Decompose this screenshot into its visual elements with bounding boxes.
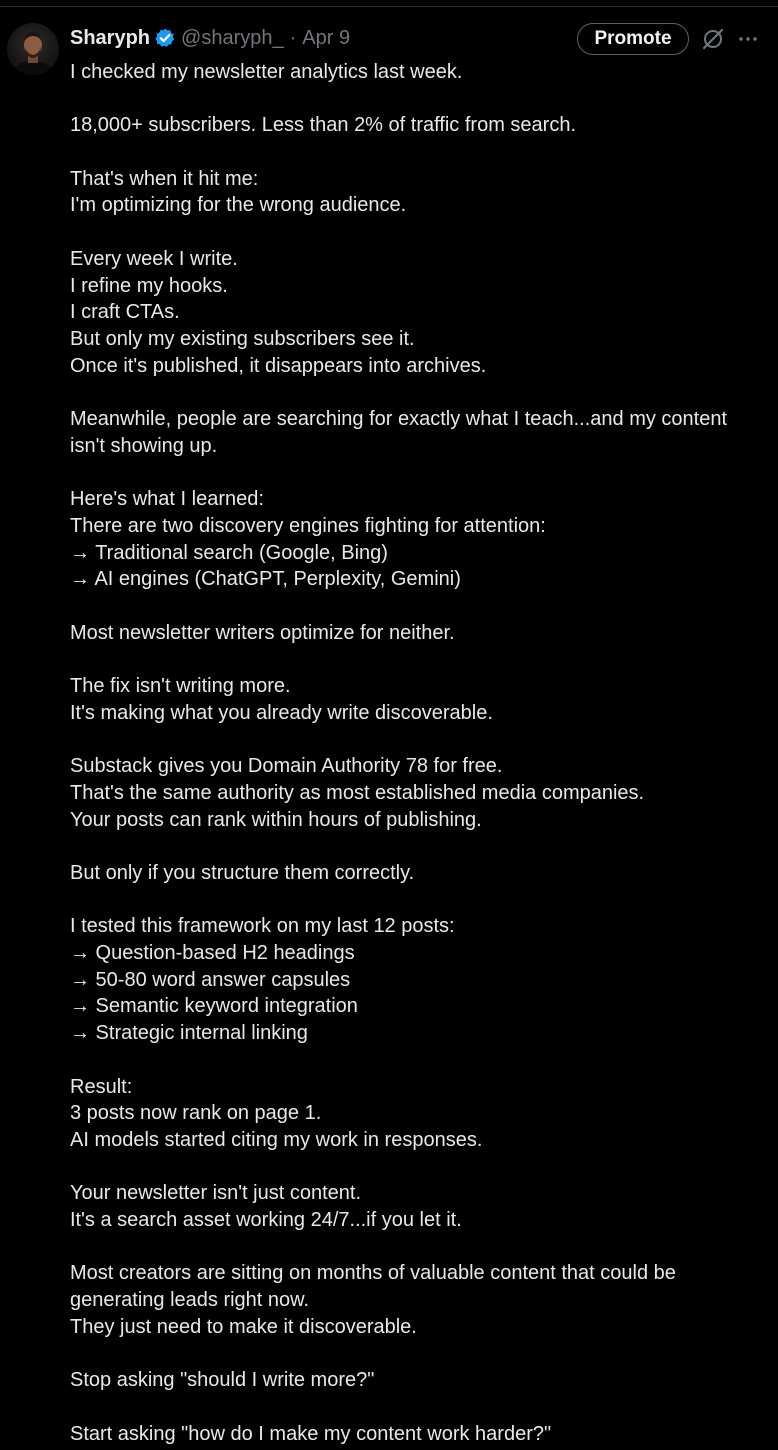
tweet-text-line: Substack gives you Domain Authority 78 for free. <box>70 755 503 778</box>
tweet-text-line: Most creators are sitting on months of valuable content that could be <box>70 1262 676 1285</box>
tweet-text-line: Start asking "how do I make my content work harder?" <box>70 1422 552 1445</box>
tweet-text-line: I refine my hooks. <box>70 274 228 297</box>
tweet-text-line: Meanwhile, people are searching for exactly what I teach...and my content <box>70 408 728 431</box>
tweet-text-line: They just need to make it discoverable. <box>70 1315 417 1338</box>
tweet-text-line <box>70 887 760 914</box>
tweet-text-line: Result: <box>70 1075 133 1098</box>
avatar[interactable] <box>7 23 59 75</box>
tweet-text-line: generating leads right now. <box>70 1289 310 1312</box>
tweet-text-line: That's the same authority as most established media companies. <box>70 781 645 804</box>
tweet-text-line <box>70 86 760 113</box>
tweet-text-line <box>70 1394 760 1421</box>
tweet-text-line: → Traditional search (Google, Bing) <box>70 541 388 564</box>
tweet-text-line <box>70 646 760 673</box>
more-icon[interactable] <box>737 30 759 48</box>
tweet-text-line: It's a search asset working 24/7...if you let it. <box>70 1209 462 1232</box>
tweet-text-line: Your newsletter isn't just content. <box>70 1182 362 1205</box>
tweet-text-line: But only if you structure them correctly. <box>70 861 415 884</box>
tweet-text-line <box>70 139 760 166</box>
tweet-text-line: But only my existing subscribers see it. <box>70 327 415 350</box>
handle[interactable]: @sharyph_ <box>181 26 284 49</box>
tweet-text-line: → AI engines (ChatGPT, Perplexity, Gemini) <box>70 568 461 591</box>
tweet-text-line <box>70 1047 760 1074</box>
tweet-text-line: → Question-based H2 headings <box>70 942 355 965</box>
tweet-text-line: The fix isn't writing more. <box>70 675 291 698</box>
tweet-text-line: → Strategic internal linking <box>70 1022 308 1045</box>
grok-icon[interactable] <box>701 27 725 51</box>
display-name[interactable]: Sharyph <box>70 26 151 49</box>
tweet-text-line: AI models started citing my work in responses. <box>70 1128 483 1151</box>
tweet-text-line: Your posts can rank within hours of publishing. <box>70 808 482 831</box>
tweet-text-line: Once it's published, it disappears into archives. <box>70 354 487 377</box>
separator-dot: · <box>289 26 297 49</box>
tweet-text-line: isn't showing up. <box>70 434 218 457</box>
tweet-text-line <box>70 1341 760 1368</box>
tweet-text-line: I tested this framework on my last 12 posts: <box>70 915 455 938</box>
tweet-text-line <box>70 726 760 753</box>
tweet-text-line <box>70 833 760 860</box>
tweet-text-line: 18,000+ subscribers. Less than 2% of traffic from search. <box>70 114 576 137</box>
tweet-text-line: Most newsletter writers optimize for neither. <box>70 621 455 644</box>
post-date[interactable]: Apr 9 <box>302 26 351 49</box>
tweet-header <box>70 24 350 52</box>
tweet-text-line: I'm optimizing for the wrong audience. <box>70 194 407 217</box>
tweet-text-line: → Semantic keyword integration <box>70 995 358 1018</box>
tweet-text-line: There are two discovery engines fighting for attention: <box>70 514 546 537</box>
tweet-text <box>70 59 760 1447</box>
tweet-text-line <box>70 1154 760 1181</box>
tweet-text-line <box>70 593 760 620</box>
avatar-image <box>7 23 59 75</box>
top-divider <box>0 6 778 7</box>
tweet-text-line: Stop asking "should I write more?" <box>70 1369 375 1392</box>
tweet-text-line: 3 posts now rank on page 1. <box>70 1102 322 1125</box>
tweet-text-line: I checked my newsletter analytics last week. <box>70 61 463 83</box>
tweet-text-line: It's making what you already write discoverable. <box>70 701 493 724</box>
tweet-text-line: Here's what I learned: <box>70 488 264 511</box>
promote-button[interactable]: Promote <box>577 23 689 55</box>
tweet-text-line: I craft CTAs. <box>70 301 180 324</box>
tweet-text-line: That's when it hit me: <box>70 167 259 190</box>
tweet-text-line <box>70 1234 760 1261</box>
tweet-text-line: Every week I write. <box>70 247 238 270</box>
tweet-text-line: → 50-80 word answer capsules <box>70 968 351 991</box>
tweet-text-line <box>70 219 760 246</box>
tweet-text-line <box>70 379 760 406</box>
tweet-text-line <box>70 459 760 486</box>
verified-badge-icon[interactable] <box>154 27 176 49</box>
